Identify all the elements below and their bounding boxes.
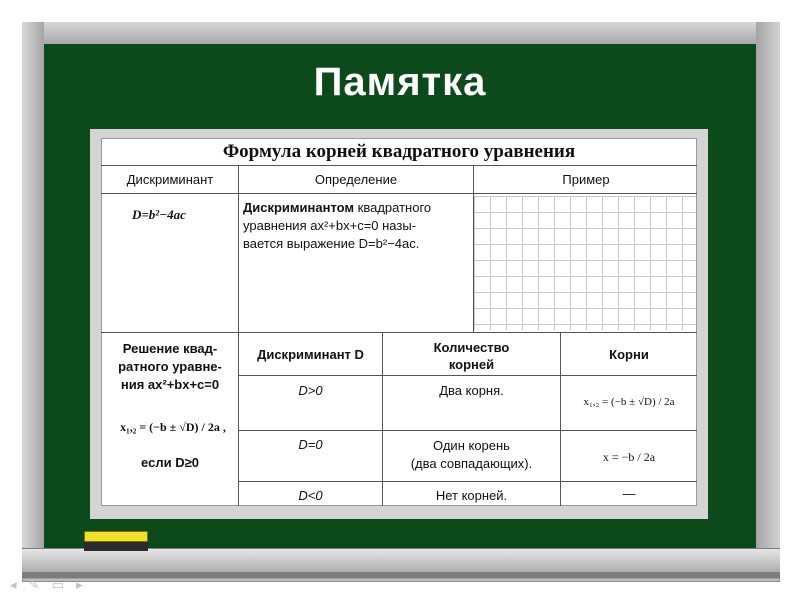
table-rule [101,332,697,333]
definition-header: Определение [314,172,398,187]
table-row-cond: D=0 [298,437,323,452]
chalk-tray-lip [22,572,780,578]
table-rule [238,430,697,431]
table-row-count-line1: Один корень [433,438,510,453]
solution-line1: Решение квад- [122,341,218,356]
table-rule [101,193,697,194]
discriminant-header: Дискриминант [126,172,214,187]
table-rule [101,165,697,166]
discriminant-formula: D=b²−4ac [132,207,186,222]
table-row-cond: D>0 [298,383,323,398]
table-rule [382,332,383,506]
eraser-icon [84,531,148,549]
table-row-roots: x₁,₂ = (−b ± √D) / 2a [583,396,675,408]
col-count-header [384,339,559,373]
solution-condition: если D≥0 [141,455,199,470]
col-count-line2: корней [448,357,495,372]
table-row-count [384,437,559,473]
solution-formula: x₁,₂ = (−b ± √D) / 2a , [120,420,226,434]
example-grid [474,196,696,330]
frame-right-bevel [756,22,780,550]
definition-line3: вается выражение D=b²−4ac. [243,236,420,251]
slide-nav-icons[interactable]: ◂ ✎ ▭ ▸ [10,578,87,593]
table-row-count: Два корня. [439,383,504,398]
definition-term: Дискриминантом [243,200,355,215]
table-row-count: Нет корней. [435,488,508,503]
solution-line3: ния ax²+bx+c=0 [120,377,220,392]
col-discriminant-header: Дискриминант D [257,347,364,362]
definition-line2: уравнения ax²+bx+c=0 назы- [243,218,417,233]
table-rule [560,332,561,506]
table-rule [238,481,697,482]
card-title: Формула корней квадратного уравнения [222,141,576,162]
table-row-roots: — [622,486,636,501]
definition-text [243,199,471,253]
table-row-count-line2: (два совпадающих). [410,456,533,471]
frame-left-bevel [22,22,44,550]
slide-title: Памятка [313,60,487,104]
col-count-line1: Количество [433,340,510,355]
table-row-roots: x = −b / 2a [602,450,656,464]
solution-text [104,340,236,394]
definition-line1: квадратного [354,200,432,215]
table-rule [238,375,697,376]
frame-top-bevel [22,22,780,44]
col-roots-header: Корни [609,347,649,362]
example-header: Пример [562,172,610,187]
table-rule [238,165,239,506]
table-row-cond: D<0 [298,488,323,503]
solution-line2: ратного уравне- [118,359,222,374]
